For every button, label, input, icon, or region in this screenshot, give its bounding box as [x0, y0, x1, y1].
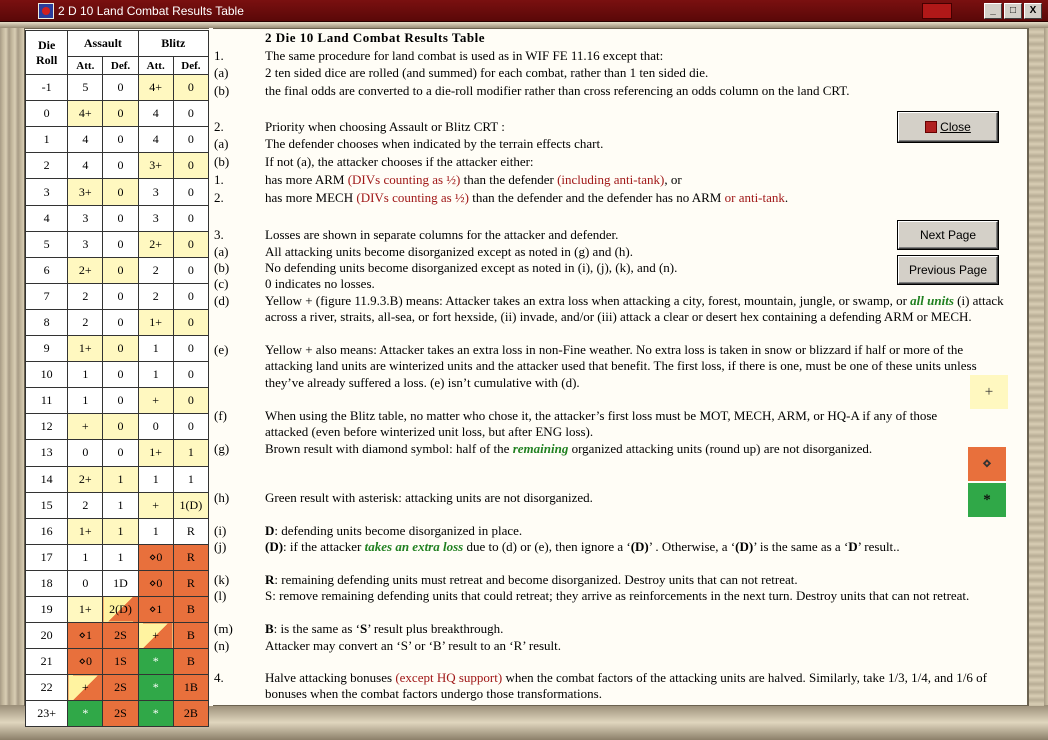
result-cell: 2+ [68, 466, 103, 492]
item-letter: (e) [214, 342, 229, 357]
item-text [265, 293, 1015, 326]
text-run: Brown result with diamond symbol: half of the [265, 441, 513, 456]
crt-row [26, 466, 209, 492]
die-roll-cell: 22 [26, 675, 68, 701]
item-text [265, 441, 925, 457]
result-cell: * [138, 701, 173, 727]
result-cell: 1 [68, 388, 103, 414]
text-run: ’ is the same as a ‘ [753, 539, 849, 554]
crt-row [26, 75, 209, 101]
result-cell: 1B [173, 675, 208, 701]
brown-diamond-swatch: ⋄ [968, 447, 1006, 481]
result-cell: 0 [103, 309, 138, 335]
result-cell: 0 [173, 362, 208, 388]
crt-row [26, 623, 209, 649]
yellow-plus-swatch: + [970, 375, 1008, 409]
crt-row [26, 649, 209, 675]
die-roll-cell: 1 [26, 127, 68, 153]
close-window-button[interactable]: X [1024, 3, 1042, 19]
red-text: (DIVs counting as ½) [347, 172, 461, 187]
column-separator [209, 28, 213, 706]
section-number: 2. [214, 119, 224, 134]
result-cell: 0 [173, 153, 208, 179]
result-cell: 0 [173, 75, 208, 101]
page-title: 2 Die 10 Land Combat Results Table [265, 30, 485, 45]
result-cell: 0 [103, 179, 138, 205]
item-text: The defender chooses when indicated by the terrain effects chart. [265, 136, 604, 151]
die-roll-cell: 23+ [26, 701, 68, 727]
die-roll-cell: 17 [26, 544, 68, 570]
blitz-att-header: Att. [138, 57, 173, 75]
result-cell: 3+ [68, 179, 103, 205]
result-cell: 1 [103, 466, 138, 492]
crt-row [26, 596, 209, 622]
section-number: 3. [214, 227, 224, 242]
item-text [265, 621, 1015, 637]
item-letter: (a) [214, 65, 229, 80]
item-text: the final odds are converted to a die-roll modifier rather than cross referencing an odds column on the land CRT. [265, 83, 850, 98]
result-cell: 3 [68, 231, 103, 257]
text-run: due to (d) or (e), then ignore a ‘ [463, 539, 631, 554]
result-cell: 2S [103, 623, 138, 649]
result-cell: 0 [68, 440, 103, 466]
result-cell: 0 [173, 101, 208, 127]
item-text [265, 523, 1015, 539]
result-cell: 1 [103, 492, 138, 518]
bold-text: (D) [265, 539, 284, 554]
result-cell: 0 [173, 283, 208, 309]
result-cell: * [68, 701, 103, 727]
crt-row [26, 414, 209, 440]
section-text: Priority when choosing Assault or Blitz CRT : [265, 119, 505, 134]
item-letter: (a) [214, 136, 229, 151]
item-text: Green result with asterisk: attacking units are not disorganized. [265, 490, 593, 505]
result-cell: 1+ [68, 518, 103, 544]
die-roll-cell: 5 [26, 231, 68, 257]
result-cell: 0 [103, 388, 138, 414]
text-run: has more ARM [265, 172, 348, 187]
die-roll-cell: 18 [26, 570, 68, 596]
result-cell: + [138, 388, 173, 414]
item-number: 1. [214, 172, 224, 187]
die-roll-cell: 15 [26, 492, 68, 518]
result-cell: 0 [173, 309, 208, 335]
result-cell: 0 [103, 440, 138, 466]
die-roll-cell: 12 [26, 414, 68, 440]
result-cell: 0 [103, 101, 138, 127]
text-run: ’ result.. [857, 539, 900, 554]
item-text: Yellow + also means: Attacker takes an extra loss in non-Fine weather. No extra loss is taken in snow or blizzard if half or more of the attacking land units are winterized units and the attacker used that benefit. The first loss, if there is one, must be one of these units unless they’ve already suffered a loss. (e) isn’t cumulative with (d). [265, 342, 977, 390]
crt-row [26, 179, 209, 205]
text-run: than the defender [460, 172, 558, 187]
crt-row [26, 440, 209, 466]
item-text: All attacking units become disorganized except as noted in (g) and (h). [265, 244, 633, 259]
die-roll-cell: 0 [26, 101, 68, 127]
next-page-button[interactable]: Next Page [898, 221, 998, 249]
result-cell: 1 [173, 466, 208, 492]
item-text [265, 190, 1015, 206]
window-title: 2 D 10 Land Combat Results Table [58, 4, 244, 18]
text-run: : is the same as ‘ [273, 621, 360, 636]
text-run: , or [664, 172, 682, 187]
close-doc-icon [925, 121, 937, 133]
text-run: : if the attacker [283, 539, 365, 554]
blitz-header: Blitz [138, 31, 208, 57]
item-letter: (m) [214, 621, 233, 636]
result-cell: B [173, 623, 208, 649]
crt-row [26, 518, 209, 544]
item-text: If not (a), the attacker chooses if the attacker either: [265, 154, 534, 169]
result-cell: 0 [103, 231, 138, 257]
result-cell: ⋄1 [68, 623, 103, 649]
text-run: (i) attack across a river, straits, all-sea, or fort hexside, (ii) invade, and/or (iii) attack a clear or desert hex containing a defending ARM or MECH. [265, 293, 1004, 325]
result-cell: 0 [103, 75, 138, 101]
result-cell: * [138, 675, 173, 701]
result-cell: 0 [173, 257, 208, 283]
text-run: Halve attacking bonuses [265, 670, 396, 685]
item-letter: (j) [214, 539, 227, 554]
flag-icon [922, 3, 952, 19]
right-frame-edge [1028, 28, 1044, 706]
text-run: . [784, 190, 789, 205]
result-cell: 0 [103, 153, 138, 179]
item-letter: (b) [214, 260, 230, 275]
result-cell: 2S [103, 701, 138, 727]
minimize-button[interactable]: _ [984, 3, 1002, 19]
result-cell: 0 [68, 570, 103, 596]
assault-def-header: Def. [103, 57, 138, 75]
result-cell: 3 [138, 179, 173, 205]
die-roll-cell: -1 [26, 75, 68, 101]
crt-row [26, 701, 209, 727]
result-cell: 0 [173, 205, 208, 231]
die-roll-cell: 13 [26, 440, 68, 466]
item-letter: (f) [214, 408, 227, 423]
crt-row [26, 675, 209, 701]
text-run: when the combat factors of the attacking units are halved. Similarly, take 1/3, 1/4, and 1/6 of bonuses when the combat factors undergo those transformations. [265, 670, 987, 702]
result-cell: 2 [68, 492, 103, 518]
text-run: than the defender and the defender has no ARM [469, 190, 725, 205]
item-number: 2. [214, 190, 224, 205]
section-text: The same procedure for land combat is used as in WIF FE 11.16 except that: [265, 48, 664, 63]
result-cell: 5 [68, 75, 103, 101]
die-roll-cell: 8 [26, 309, 68, 335]
text-run: : defending units become disorganized in place. [274, 523, 523, 538]
result-cell: 4 [138, 127, 173, 153]
item-letter: (i) [214, 523, 227, 538]
item-text [265, 539, 1015, 555]
item-text: No defending units become disorganized except as noted in (i), (j), (k), and (n). [265, 260, 678, 275]
result-cell: 1(D) [173, 492, 208, 518]
result-cell: 2 [138, 257, 173, 283]
die-roll-cell: 7 [26, 283, 68, 309]
app-icon [38, 3, 54, 19]
result-cell: 1+ [138, 440, 173, 466]
crt-row [26, 362, 209, 388]
section-text [265, 670, 1015, 703]
bold-text: S [359, 621, 368, 636]
item-letter: (b) [214, 154, 230, 169]
item-text: Attacker may convert an ‘S’ or ‘B’ result to an ‘R’ result. [265, 638, 562, 653]
result-cell: 0 [173, 336, 208, 362]
result-cell: 1 [68, 544, 103, 570]
result-cell: 2 [68, 283, 103, 309]
text-run: : remaining defending units must retreat and become disorganized. Destroy units that can not retreat. [274, 572, 798, 587]
result-cell: + [68, 675, 103, 701]
red-text: (including anti-tank) [557, 172, 665, 187]
result-cell: B [173, 649, 208, 675]
result-cell: 1 [138, 336, 173, 362]
result-cell: 0 [173, 388, 208, 414]
item-letter: (k) [214, 572, 230, 587]
result-cell: 1 [138, 362, 173, 388]
result-cell: 2S [103, 675, 138, 701]
combat-results-table [25, 30, 209, 727]
section-number: 1. [214, 48, 224, 63]
result-cell: 2+ [138, 231, 173, 257]
bold-text: D [265, 523, 275, 538]
result-cell: 3+ [138, 153, 173, 179]
result-cell: 1+ [68, 336, 103, 362]
result-cell: 0 [103, 205, 138, 231]
assault-header: Assault [68, 31, 138, 57]
crt-row [26, 336, 209, 362]
bold-text: B [265, 621, 274, 636]
crt-row [26, 205, 209, 231]
die-roll-cell: 20 [26, 623, 68, 649]
crt-row [26, 153, 209, 179]
close-button-label: Close [940, 120, 971, 134]
result-cell: 0 [138, 414, 173, 440]
result-cell: + [138, 492, 173, 518]
die-roll-cell: 4 [26, 205, 68, 231]
crt-row [26, 257, 209, 283]
green-text: remaining [512, 441, 569, 456]
crt-row [26, 544, 209, 570]
result-cell: 0 [103, 414, 138, 440]
crt-row [26, 283, 209, 309]
result-cell: 4+ [138, 75, 173, 101]
result-cell: 0 [103, 362, 138, 388]
assault-att-header: Att. [68, 57, 103, 75]
result-cell: 1 [103, 544, 138, 570]
result-cell: B [173, 596, 208, 622]
text-run: ’ . Otherwise, a ‘ [648, 539, 736, 554]
blitz-def-header: Def. [173, 57, 208, 75]
result-cell: 0 [173, 414, 208, 440]
crt-row [26, 570, 209, 596]
result-cell: 4 [138, 101, 173, 127]
die-roll-cell: 9 [26, 336, 68, 362]
item-letter: (h) [214, 490, 230, 505]
crt-row [26, 231, 209, 257]
item-letter: (b) [214, 83, 230, 98]
result-cell: 1 [138, 518, 173, 544]
result-cell: 1 [173, 440, 208, 466]
bold-text: (D) [735, 539, 754, 554]
result-cell: 0 [173, 127, 208, 153]
result-cell: 1D [103, 570, 138, 596]
red-text: or anti-tank [724, 190, 785, 205]
item-text: 2 ten sided dice are rolled (and summed) for each combat, rather than 1 ten sided die. [265, 65, 709, 80]
result-cell: 0 [103, 127, 138, 153]
result-cell: 1 [68, 362, 103, 388]
item-letter: (a) [214, 244, 229, 259]
result-cell: * [138, 649, 173, 675]
crt-row [26, 492, 209, 518]
result-cell: 1 [138, 466, 173, 492]
bold-text: D [848, 539, 858, 554]
result-cell: 0 [173, 179, 208, 205]
text-run: organized attacking units (round up) are not disorganized. [568, 441, 873, 456]
result-cell: 2+ [68, 257, 103, 283]
crt-row [26, 101, 209, 127]
die-roll-cell: 19 [26, 596, 68, 622]
result-cell: 4+ [68, 101, 103, 127]
text-run: ’ result plus breakthrough. [367, 621, 504, 636]
result-cell: R [173, 570, 208, 596]
result-cell: 1 [103, 518, 138, 544]
item-text: When using the Blitz table, no matter who chose it, the attacker’s first loss must be MOT, MECH, ARM, or HQ-A if any of those attacked (even before winterized unit loss, but after ENG loss). [265, 408, 938, 440]
result-cell: 0 [103, 336, 138, 362]
die-roll-cell: 2 [26, 153, 68, 179]
result-cell: R [173, 518, 208, 544]
title-bar[interactable] [0, 0, 1048, 22]
item-letter: (l) [214, 588, 227, 603]
die-roll-cell: 3 [26, 179, 68, 205]
result-cell: 3 [138, 205, 173, 231]
result-cell: 4 [68, 153, 103, 179]
result-cell: 2 [68, 309, 103, 335]
result-cell: 1+ [138, 309, 173, 335]
die-roll-cell: 11 [26, 388, 68, 414]
maximize-button[interactable]: □ [1004, 3, 1022, 19]
item-letter: (g) [214, 441, 230, 456]
text-run: Yellow + (figure 11.9.3.B) means: Attacker takes an extra loss when attacking a city, forest, mountain, jungle, or swamp, or [265, 293, 911, 308]
result-cell: ⋄1 [138, 596, 173, 622]
close-button[interactable] [898, 112, 998, 142]
result-cell: ⋄0 [138, 570, 173, 596]
result-cell: ⋄0 [68, 649, 103, 675]
item-letter: (c) [214, 276, 229, 291]
die-roll-cell: 21 [26, 649, 68, 675]
previous-page-button[interactable]: Previous Page [898, 256, 998, 284]
item-text [265, 172, 1015, 188]
result-cell: 3 [68, 205, 103, 231]
result-cell: 2 [138, 283, 173, 309]
result-cell: + [68, 414, 103, 440]
item-text: S: remove remaining defending units that could retreat; they arrive as reinforcements in the next turn. Destroy units that can not retreat. [265, 588, 970, 603]
die-roll-cell: 14 [26, 466, 68, 492]
item-text [265, 572, 1015, 588]
result-cell: 1+ [68, 596, 103, 622]
result-cell: 1S [103, 649, 138, 675]
text-run: has more MECH [265, 190, 357, 205]
result-cell: 4 [68, 127, 103, 153]
green-text: takes an extra loss [364, 539, 464, 554]
red-text: (DIVs counting as ½) [356, 190, 470, 205]
die-roll-cell: 6 [26, 257, 68, 283]
result-cell: 2(D) [103, 596, 138, 622]
result-cell: + [138, 623, 173, 649]
green-text: all units [910, 293, 954, 308]
result-cell: ⋄0 [138, 544, 173, 570]
red-text: (except HQ support) [395, 670, 503, 685]
die-roll-cell: 10 [26, 362, 68, 388]
section-text: Losses are shown in separate columns for the attacker and defender. [265, 227, 619, 242]
item-letter: (n) [214, 638, 230, 653]
result-cell: 0 [173, 231, 208, 257]
crt-row [26, 309, 209, 335]
result-cell: R [173, 544, 208, 570]
item-letter: (d) [214, 293, 230, 308]
crt-row [26, 127, 209, 153]
result-cell: 2B [173, 701, 208, 727]
result-cell: 0 [103, 283, 138, 309]
bold-text: R [265, 572, 275, 587]
die-roll-header: Die Roll [26, 31, 68, 75]
bold-text: (D) [630, 539, 649, 554]
section-number: 4. [214, 670, 224, 685]
result-cell: 0 [103, 257, 138, 283]
green-asterisk-swatch: * [968, 483, 1006, 517]
crt-row [26, 388, 209, 414]
die-roll-cell: 16 [26, 518, 68, 544]
item-text: 0 indicates no losses. [265, 276, 375, 291]
